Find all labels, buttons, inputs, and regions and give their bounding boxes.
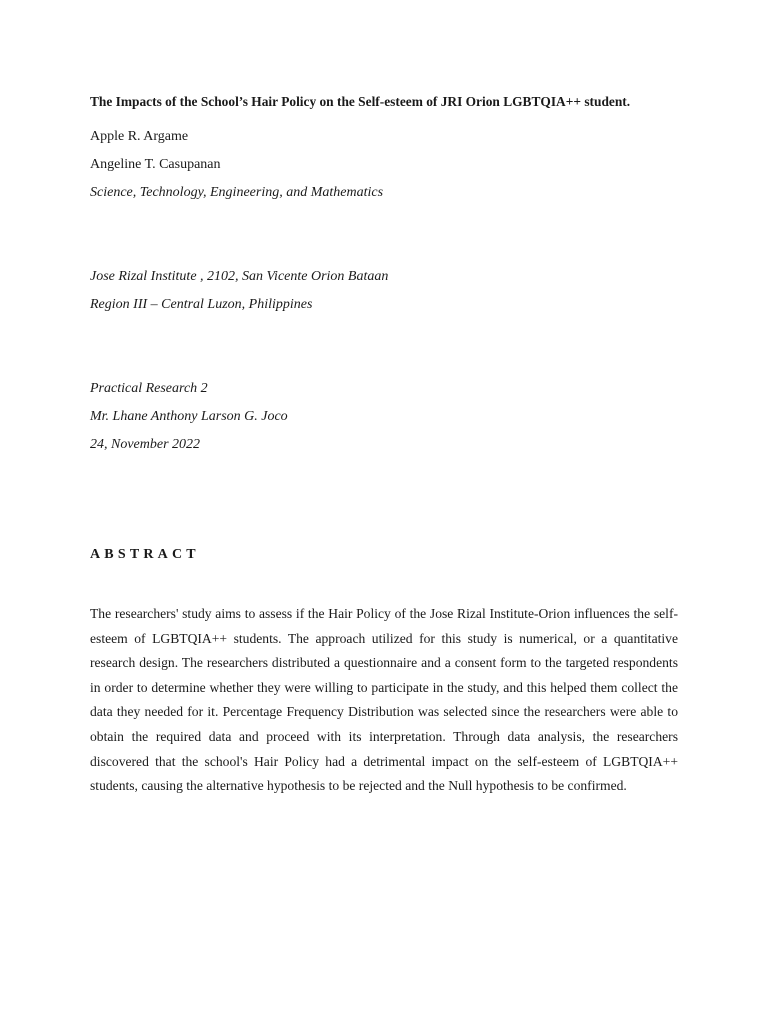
abstract-body: The researchers' study aims to assess if the Hair Policy of the Jose Rizal Institute-Orion influences the self-esteem of LGBTQIA++ students. The approach utilized for this study is numerical, or a quantitative research design. The researchers distributed a questionnaire and a consent form to the targeted respondents in order to determine whether they were willing to participate in the study, and this helped them collect the data they needed for it. Percentage Frequency Distribution was selected since the researchers were able to obtain the required data and proceed with its interpretation. Through data analysis, the researchers discovered that the school's Hair Policy had a detrimental impact on the self-esteem of LGBTQIA++ students, causing the alternative hypothesis to be rejected and the Null hypothesis to be confirmed. — [90, 606, 678, 794]
author-1: Apple R. Argame — [90, 129, 189, 144]
abstract-heading: ABSTRACT — [90, 547, 200, 562]
region: Region III – Central Luzon, Philippines — [90, 297, 313, 312]
strand: Science, Technology, Engineering, and Mathematics — [90, 185, 384, 200]
school-address: Jose Rizal Institute , 2102, San Vicente Orion Bataan — [90, 269, 389, 284]
date: 24, November 2022 — [90, 437, 201, 452]
paper-title: The Impacts of the School’s Hair Policy on the Self-esteem of JRI Orion LGBTQIA++ student. — [90, 94, 631, 109]
author-2: Angeline T. Casupanan — [90, 157, 221, 172]
subject: Practical Research 2 — [90, 381, 208, 396]
teacher: Mr. Lhane Anthony Larson G. Joco — [90, 409, 288, 424]
